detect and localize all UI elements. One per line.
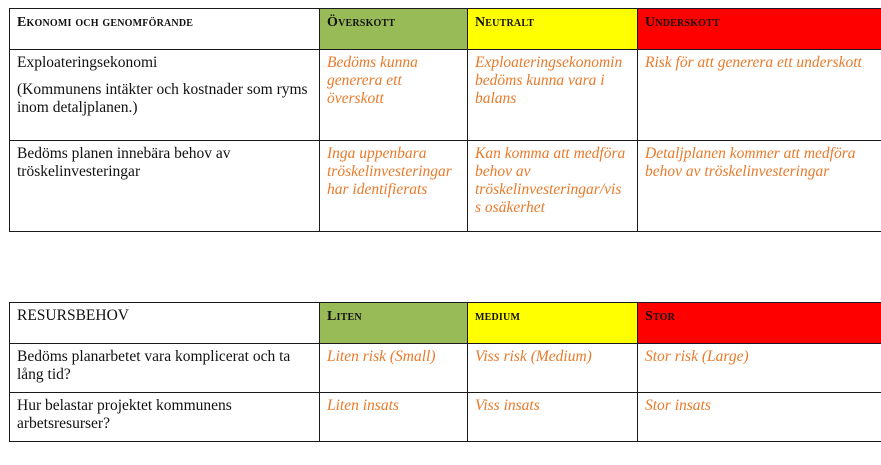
resource-table-header — [10, 303, 881, 344]
header-cell-deficit: Underskott — [638, 9, 881, 50]
economy-table-header — [10, 9, 881, 50]
cell-large: Stor insats — [638, 393, 881, 442]
cell-neutral: Kan komma att medföra behov av tröskelinvesteringar/vis s osäkerhet — [468, 141, 638, 232]
row-label-cell — [10, 50, 320, 141]
table-row — [10, 141, 881, 232]
economy-table — [9, 8, 881, 232]
header-cell-resource-need: RESURSBEHOV — [10, 303, 320, 344]
header-cell-large: Stor — [638, 303, 881, 344]
cell-surplus: Bedöms kunna generera ett överskott — [320, 50, 468, 141]
table-row — [10, 50, 881, 141]
header-cell-surplus: Överskott — [320, 9, 468, 50]
cell-medium: Viss risk (Medium) — [468, 344, 638, 393]
row-label: Exploateringsekonomi — [17, 54, 158, 71]
row-sublabel: (Kommunens intäkter och kostnader som ryms inom detaljplanen.) — [17, 81, 308, 116]
header-cell-small: Liten — [320, 303, 468, 344]
cell-medium: Viss insats — [468, 393, 638, 442]
cell-surplus: Inga uppenbara tröskelinvesteringar har identifierats — [320, 141, 468, 232]
cell-deficit: Risk för att generera ett underskott — [638, 50, 881, 141]
cell-neutral: Exploateringsekonomin bedöms kunna vara i balans — [468, 50, 638, 141]
row-label: Hur belastar projektet kommunens arbetsresurser? — [17, 397, 232, 432]
cell-deficit: Detaljplanen kommer att medföra behov av tröskelinvesteringar — [638, 141, 881, 232]
table-row — [10, 393, 881, 442]
row-label-cell — [10, 393, 320, 442]
header-cell-medium: medium — [468, 303, 638, 344]
row-label-cell — [10, 344, 320, 393]
row-label: Bedöms planarbetet vara komplicerat och ta lång tid? — [17, 348, 291, 383]
cell-large: Stor risk (Large) — [638, 344, 881, 393]
table-row — [10, 344, 881, 393]
row-label-cell — [10, 141, 320, 232]
resource-table — [9, 302, 881, 442]
header-cell-category: Ekonomi och genomförande — [10, 9, 320, 50]
row-label: Bedöms planen innebära behov av tröskelinvesteringar — [17, 145, 231, 180]
cell-small: Liten insats — [320, 393, 468, 442]
header-cell-neutral: Neutralt — [468, 9, 638, 50]
cell-small: Liten risk (Small) — [320, 344, 468, 393]
